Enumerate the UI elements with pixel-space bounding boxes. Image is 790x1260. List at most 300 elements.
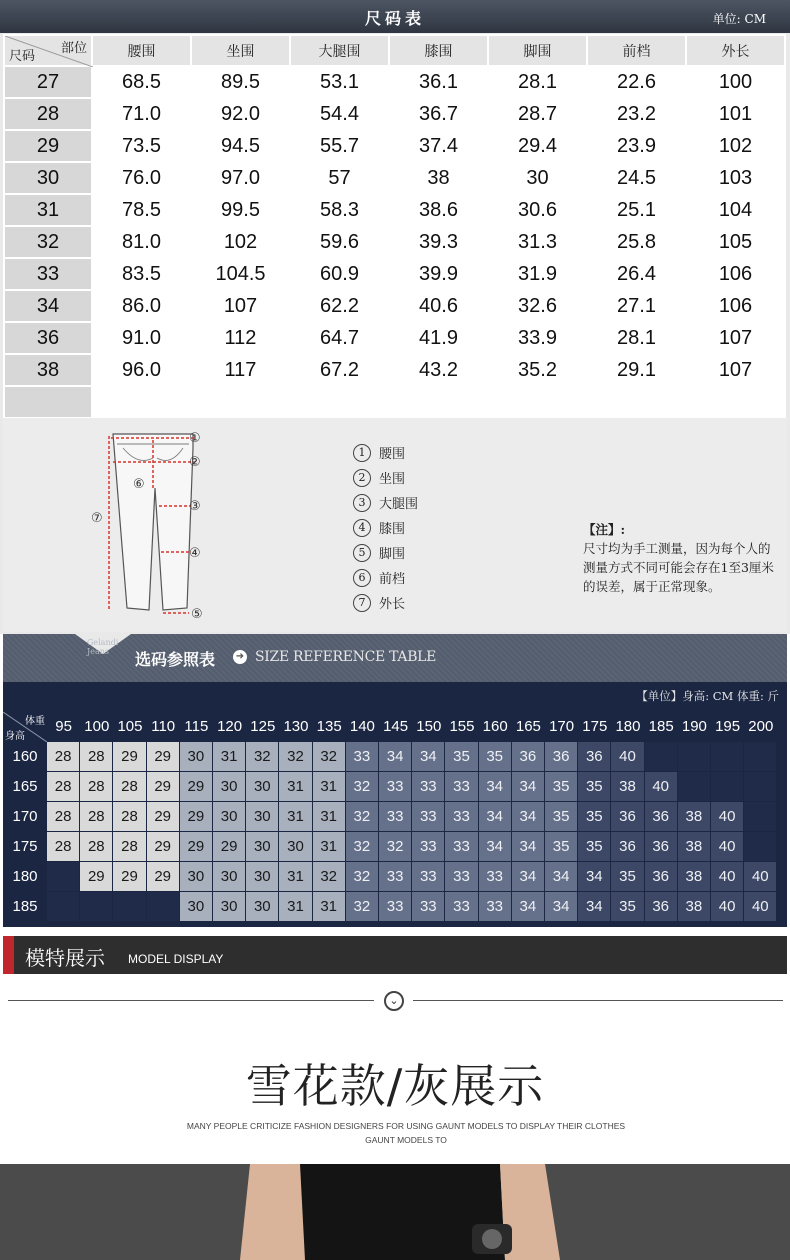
- reference-cell: 30: [246, 832, 278, 861]
- reference-cell: 28: [80, 802, 112, 831]
- divider-line-left: [8, 1000, 374, 1001]
- marker-7: ⑦: [91, 511, 103, 526]
- size-table-cell: 106: [686, 290, 785, 322]
- weight-header: 200: [748, 718, 774, 735]
- reference-cell: 40: [645, 772, 677, 801]
- weight-header: 150: [416, 718, 442, 735]
- reference-cell: 29: [80, 862, 112, 891]
- weight-header: 170: [549, 718, 575, 735]
- reference-cell: 31: [313, 832, 345, 861]
- reference-cell: 32: [313, 742, 345, 771]
- reference-cell: 40: [711, 802, 743, 831]
- reference-cell: 34: [512, 772, 544, 801]
- size-table-cell: 86.0: [92, 290, 191, 322]
- empty-cell: [587, 386, 686, 418]
- size-table-cell: 25.1: [587, 194, 686, 226]
- note-title: 【注】:: [583, 522, 626, 537]
- size-table-header-row: [4, 35, 785, 66]
- reference-cell: 38: [678, 832, 710, 861]
- reference-cell: 28: [80, 742, 112, 771]
- size-table-cell: 97.0: [191, 162, 290, 194]
- reference-cell: 32: [346, 802, 378, 831]
- size-chart-unit: 单位: CM: [712, 12, 766, 26]
- size-table-cell: 68.5: [92, 66, 191, 98]
- reference-cell: 30: [246, 772, 278, 801]
- size-table-cell: 62.2: [290, 290, 389, 322]
- marker-6: ⑥: [133, 477, 145, 492]
- size-table-cell: 102: [191, 226, 290, 258]
- reference-cell: 31: [279, 802, 311, 831]
- reference-cell: [744, 802, 776, 831]
- reference-cell: [678, 772, 710, 801]
- empty-cell: [686, 386, 785, 418]
- size-table-cell: 38: [389, 162, 488, 194]
- model-display-bar: [3, 936, 787, 974]
- size-table-corner: [4, 35, 92, 66]
- size-table-row: [4, 290, 785, 322]
- size-table-cell: 30: [488, 162, 587, 194]
- reference-cell: 30: [180, 862, 212, 891]
- reference-cell: 32: [346, 862, 378, 891]
- reference-cell: 34: [479, 832, 511, 861]
- reference-cell: 31: [279, 772, 311, 801]
- corner-top-label: 部位: [60, 41, 87, 56]
- reference-cell: 33: [379, 802, 411, 831]
- size-table-cell: 31.3: [488, 226, 587, 258]
- weight-header: 100: [84, 718, 110, 735]
- reference-cell: 33: [445, 862, 477, 891]
- reference-cell: 29: [147, 802, 179, 831]
- height-header: 165: [12, 778, 38, 795]
- reference-cell: 35: [611, 892, 643, 921]
- reference-cell: 29: [147, 742, 179, 771]
- reference-cell: 35: [545, 772, 577, 801]
- reference-cell: 30: [246, 802, 278, 831]
- reference-title-cn: 选码参照表: [135, 650, 216, 669]
- size-table-cell: 102: [686, 130, 785, 162]
- size-label: 33: [4, 258, 92, 290]
- reference-cell: 35: [578, 832, 610, 861]
- size-table-cell: 107: [191, 290, 290, 322]
- reference-cell: 31: [313, 892, 345, 921]
- reference-cell: 36: [645, 832, 677, 861]
- size-table-cell: 33.9: [488, 322, 587, 354]
- column-header: 大腿围: [290, 35, 389, 66]
- model-photo: [0, 1164, 790, 1260]
- reference-cell: 30: [180, 892, 212, 921]
- size-table-cell: 57: [290, 162, 389, 194]
- size-table-cell: 105: [686, 226, 785, 258]
- column-header: 坐围: [191, 35, 290, 66]
- marker-3: ③: [189, 499, 201, 514]
- weight-header: 165: [515, 718, 541, 735]
- reference-cell: 32: [246, 742, 278, 771]
- reference-cell: 33: [445, 802, 477, 831]
- reference-cell: 29: [180, 772, 212, 801]
- empty-cell: [92, 386, 191, 418]
- size-table-cell: 28.1: [587, 322, 686, 354]
- reference-cell: [147, 892, 179, 921]
- weight-header: 175: [582, 718, 608, 735]
- reference-cell: 35: [445, 742, 477, 771]
- reference-cell: 36: [578, 742, 610, 771]
- reference-cell: 29: [180, 802, 212, 831]
- size-table-cell: 104: [686, 194, 785, 226]
- size-table-cell: 100: [686, 66, 785, 98]
- reference-cell: [711, 772, 743, 801]
- reference-cell: 32: [346, 832, 378, 861]
- empty-cell: [4, 386, 92, 418]
- size-table-cell: 43.2: [389, 354, 488, 386]
- legend-item: 6 前档: [353, 565, 418, 590]
- reference-cell: 29: [213, 832, 245, 861]
- weight-header: 115: [184, 718, 209, 735]
- column-header: 外长: [686, 35, 785, 66]
- reference-cell: 29: [113, 742, 145, 771]
- reference-cell: 36: [611, 832, 643, 861]
- size-table-cell: 91.0: [92, 322, 191, 354]
- reference-cell: 32: [379, 832, 411, 861]
- reference-cell: [678, 742, 710, 771]
- reference-cell: 32: [313, 862, 345, 891]
- reference-cell: [47, 892, 79, 921]
- reference-cell: 33: [445, 892, 477, 921]
- reference-cell: 35: [578, 802, 610, 831]
- reference-cell: 30: [279, 832, 311, 861]
- size-table-cell: 36.1: [389, 66, 488, 98]
- marker-2: ②: [189, 455, 201, 470]
- reference-cell: 31: [279, 892, 311, 921]
- reference-cell: 35: [545, 802, 577, 831]
- weight-header: 130: [283, 718, 309, 735]
- corner-bottom-label: 尺码: [9, 49, 36, 64]
- reference-cell: 31: [313, 772, 345, 801]
- reference-cell: 30: [246, 862, 278, 891]
- size-table-cell: 107: [686, 354, 785, 386]
- reference-cell: 34: [578, 892, 610, 921]
- reference-cell: 28: [47, 742, 79, 771]
- reference-corner: [3, 712, 47, 742]
- size-table-cell: 23.2: [587, 98, 686, 130]
- size-label: 30: [4, 162, 92, 194]
- reference-cell: 33: [379, 862, 411, 891]
- measurement-diagram: [3, 418, 787, 632]
- reference-cell: 32: [346, 892, 378, 921]
- weight-header: 110: [151, 718, 176, 735]
- size-table-cell: 38.6: [389, 194, 488, 226]
- size-table-row: [4, 66, 785, 98]
- size-table-cell: 92.0: [191, 98, 290, 130]
- reference-cell: 40: [711, 832, 743, 861]
- size-table-row: [4, 130, 785, 162]
- reference-cell: [113, 892, 145, 921]
- weight-header: 160: [482, 718, 508, 735]
- reference-cell: 32: [346, 772, 378, 801]
- reference-cell: 34: [512, 892, 544, 921]
- reference-cell: 34: [479, 772, 511, 801]
- reference-cell: 30: [213, 862, 245, 891]
- reference-cell: 34: [578, 862, 610, 891]
- reference-cell: 35: [479, 742, 511, 771]
- pants-diagram-icon: [83, 418, 323, 632]
- reference-cell: 30: [213, 802, 245, 831]
- height-header: 180: [12, 868, 38, 885]
- headline-subtitle-1: MANY PEOPLE CRITICIZE FASHION DESIGNERS FOR USING GAUNT MODELS TO DISPLAY THEIR CLOTHES: [186, 1121, 626, 1131]
- reference-cell: 28: [47, 772, 79, 801]
- size-label: 31: [4, 194, 92, 226]
- size-label: 38: [4, 354, 92, 386]
- size-label: 28: [4, 98, 92, 130]
- weight-header: 120: [217, 718, 243, 735]
- reference-cell: 29: [113, 862, 145, 891]
- size-label: 32: [4, 226, 92, 258]
- size-label: 29: [4, 130, 92, 162]
- weight-header: 195: [715, 718, 741, 735]
- reference-cell: 34: [545, 892, 577, 921]
- brand-watermark: Gelandi Jeans: [87, 638, 119, 656]
- size-table-cell: 55.7: [290, 130, 389, 162]
- weight-header: 125: [250, 718, 276, 735]
- reference-cell: 28: [113, 772, 145, 801]
- reference-cell: 33: [412, 832, 444, 861]
- reference-cell: [645, 742, 677, 771]
- size-table-cell: 53.1: [290, 66, 389, 98]
- reference-cell: 33: [412, 802, 444, 831]
- weight-header: 140: [349, 718, 375, 735]
- reference-cell: 36: [512, 742, 544, 771]
- reference-cell: 33: [379, 772, 411, 801]
- height-header: 160: [12, 748, 38, 765]
- size-table-cell: 81.0: [92, 226, 191, 258]
- size-table-cell: 104.5: [191, 258, 290, 290]
- reference-unit: 【单位】身高: CM 体重: 斤: [636, 689, 779, 703]
- reference-cell: 34: [479, 802, 511, 831]
- height-header: 175: [12, 838, 38, 855]
- reference-cell: 34: [512, 802, 544, 831]
- height-header: 185: [12, 898, 38, 915]
- empty-cell: [191, 386, 290, 418]
- reference-cell: 34: [512, 862, 544, 891]
- model-display-title-en: MODEL DISPLAY: [128, 952, 224, 966]
- reference-cell: 33: [412, 772, 444, 801]
- accent-stripe: [3, 936, 14, 974]
- marker-5: ⑤: [191, 607, 203, 622]
- reference-cell: 30: [246, 892, 278, 921]
- weight-header: 155: [449, 718, 475, 735]
- weight-header: 135: [316, 718, 342, 735]
- reference-cell: 31: [279, 862, 311, 891]
- size-reference-header: [3, 634, 787, 682]
- size-table-row: [4, 194, 785, 226]
- reference-cell: 28: [113, 802, 145, 831]
- reference-cell: 33: [412, 862, 444, 891]
- reference-cell: 28: [80, 832, 112, 861]
- marker-1: ①: [189, 431, 201, 446]
- size-table-cell: 41.9: [389, 322, 488, 354]
- reference-cell: 35: [578, 772, 610, 801]
- reference-cell: 32: [279, 742, 311, 771]
- reference-cell: 28: [113, 832, 145, 861]
- size-table-cell: 40.6: [389, 290, 488, 322]
- reference-cell: 34: [379, 742, 411, 771]
- product-headline: 雪花款/灰展示: [245, 1059, 545, 1113]
- size-table-cell: 30.6: [488, 194, 587, 226]
- size-chart-titlebar: [0, 0, 790, 33]
- reference-cell: 29: [147, 832, 179, 861]
- size-table-cell: 101: [686, 98, 785, 130]
- legend-item: 4 膝围: [353, 515, 418, 540]
- size-table-cell: 31.9: [488, 258, 587, 290]
- column-header: 腰围: [92, 35, 191, 66]
- column-header: 膝围: [389, 35, 488, 66]
- empty-cell: [488, 386, 587, 418]
- headline-subtitle-2: GAUNT MODELS TO: [365, 1135, 447, 1145]
- model-photo-image: [0, 1164, 790, 1260]
- reference-cell: 33: [445, 832, 477, 861]
- reference-cell: 38: [611, 772, 643, 801]
- reference-cell: [744, 772, 776, 801]
- reference-cell: 40: [744, 892, 776, 921]
- reference-cell: 31: [313, 802, 345, 831]
- model-display-title-cn: 模特展示: [25, 946, 105, 970]
- reference-cell: 35: [545, 832, 577, 861]
- column-header: 脚围: [488, 35, 587, 66]
- measurement-legend: [353, 440, 418, 615]
- size-table-cell: 37.4: [389, 130, 488, 162]
- size-table-row: [4, 322, 785, 354]
- size-table-row: [4, 162, 785, 194]
- size-table-cell: 112: [191, 322, 290, 354]
- size-table-cell: 59.6: [290, 226, 389, 258]
- reference-cell: 29: [180, 832, 212, 861]
- reference-cell: [80, 892, 112, 921]
- legend-item: 2 坐围: [353, 465, 418, 490]
- size-table-cell: 103: [686, 162, 785, 194]
- reference-cell: 28: [47, 832, 79, 861]
- size-table-cell: 39.9: [389, 258, 488, 290]
- size-table-row: [4, 354, 785, 386]
- empty-cell: [389, 386, 488, 418]
- reference-cell: 40: [744, 862, 776, 891]
- size-table-row: [4, 98, 785, 130]
- size-table-cell: 71.0: [92, 98, 191, 130]
- reference-cell: 40: [711, 862, 743, 891]
- size-label: 36: [4, 322, 92, 354]
- height-header: 170: [12, 808, 38, 825]
- reference-cell: 33: [445, 772, 477, 801]
- size-table-cell: 76.0: [92, 162, 191, 194]
- reference-cell: 38: [678, 862, 710, 891]
- size-table-cell: 35.2: [488, 354, 587, 386]
- size-table-cell: 27.1: [587, 290, 686, 322]
- legend-item: 7 外长: [353, 590, 418, 615]
- size-label: 34: [4, 290, 92, 322]
- reference-cell: 34: [412, 742, 444, 771]
- reference-cell: 36: [645, 802, 677, 831]
- reference-cell: 30: [213, 892, 245, 921]
- size-table-cell: 107: [686, 322, 785, 354]
- empty-cell: [290, 386, 389, 418]
- size-table-cell: 89.5: [191, 66, 290, 98]
- size-table-empty-row: [4, 386, 785, 418]
- size-table-cell: 64.7: [290, 322, 389, 354]
- reference-cell: 33: [412, 892, 444, 921]
- reference-cell: 33: [479, 862, 511, 891]
- reference-cell: 36: [611, 802, 643, 831]
- size-table-row: [4, 258, 785, 290]
- reference-cell: 33: [346, 742, 378, 771]
- weight-header: 95: [55, 718, 72, 735]
- size-table-cell: 73.5: [92, 130, 191, 162]
- divider-line-right: [413, 1000, 783, 1001]
- reference-cell: 40: [611, 742, 643, 771]
- size-table-cell: 96.0: [92, 354, 191, 386]
- reference-cell: 30: [180, 742, 212, 771]
- reference-cell: 38: [678, 802, 710, 831]
- weight-header: 180: [615, 718, 641, 735]
- marker-4: ④: [189, 546, 201, 561]
- chevron-down-circle-icon: ⌄: [384, 991, 404, 1011]
- size-table-cell: 117: [191, 354, 290, 386]
- reference-cell: [744, 742, 776, 771]
- size-chart-title: 尺码表: [364, 9, 425, 28]
- legend-item: 5 脚围: [353, 540, 418, 565]
- reference-cell: [744, 832, 776, 861]
- legend-item: 3 大腿围: [353, 490, 418, 515]
- weight-header: 185: [648, 718, 674, 735]
- size-table-cell: 106: [686, 258, 785, 290]
- reference-cell: 28: [47, 802, 79, 831]
- size-table-cell: 23.9: [587, 130, 686, 162]
- weight-header: 190: [681, 718, 707, 735]
- reference-cell: 40: [711, 892, 743, 921]
- arrow-right-circle-icon: ➜: [233, 650, 247, 664]
- size-table-cell: 25.8: [587, 226, 686, 258]
- size-table-cell: 22.6: [587, 66, 686, 98]
- size-table-cell: 36.7: [389, 98, 488, 130]
- reference-title-en: SIZE REFERENCE TABLE: [255, 649, 437, 665]
- size-table-cell: 58.3: [290, 194, 389, 226]
- size-table-cell: 67.2: [290, 354, 389, 386]
- size-table-cell: 60.9: [290, 258, 389, 290]
- reference-cell: 34: [545, 862, 577, 891]
- reference-cell: 29: [147, 772, 179, 801]
- reference-cell: [47, 862, 79, 891]
- reference-corner-top: 体重: [25, 716, 45, 727]
- size-table: [3, 34, 786, 419]
- size-reference-grid: [3, 682, 787, 927]
- note-body: 尺寸均为手工测量，因为每个人的测量方式不同可能会存在1至3厘米的误差，属于正常现象。: [583, 541, 774, 594]
- size-table-cell: 29.1: [587, 354, 686, 386]
- size-table-cell: 24.5: [587, 162, 686, 194]
- column-header: 前档: [587, 35, 686, 66]
- legend-item: 1 腰围: [353, 440, 418, 465]
- size-table-cell: 54.4: [290, 98, 389, 130]
- size-table-cell: 28.7: [488, 98, 587, 130]
- weight-header: 105: [117, 718, 143, 735]
- reference-cell: 29: [147, 862, 179, 891]
- size-table-cell: 39.3: [389, 226, 488, 258]
- reference-cell: 34: [512, 832, 544, 861]
- reference-cell: 36: [645, 862, 677, 891]
- reference-cell: 33: [479, 892, 511, 921]
- size-table-cell: 32.6: [488, 290, 587, 322]
- reference-cell: 36: [645, 892, 677, 921]
- reference-cell: 28: [80, 772, 112, 801]
- reference-cell: 35: [611, 862, 643, 891]
- reference-cell: 38: [678, 892, 710, 921]
- reference-cell: 30: [213, 772, 245, 801]
